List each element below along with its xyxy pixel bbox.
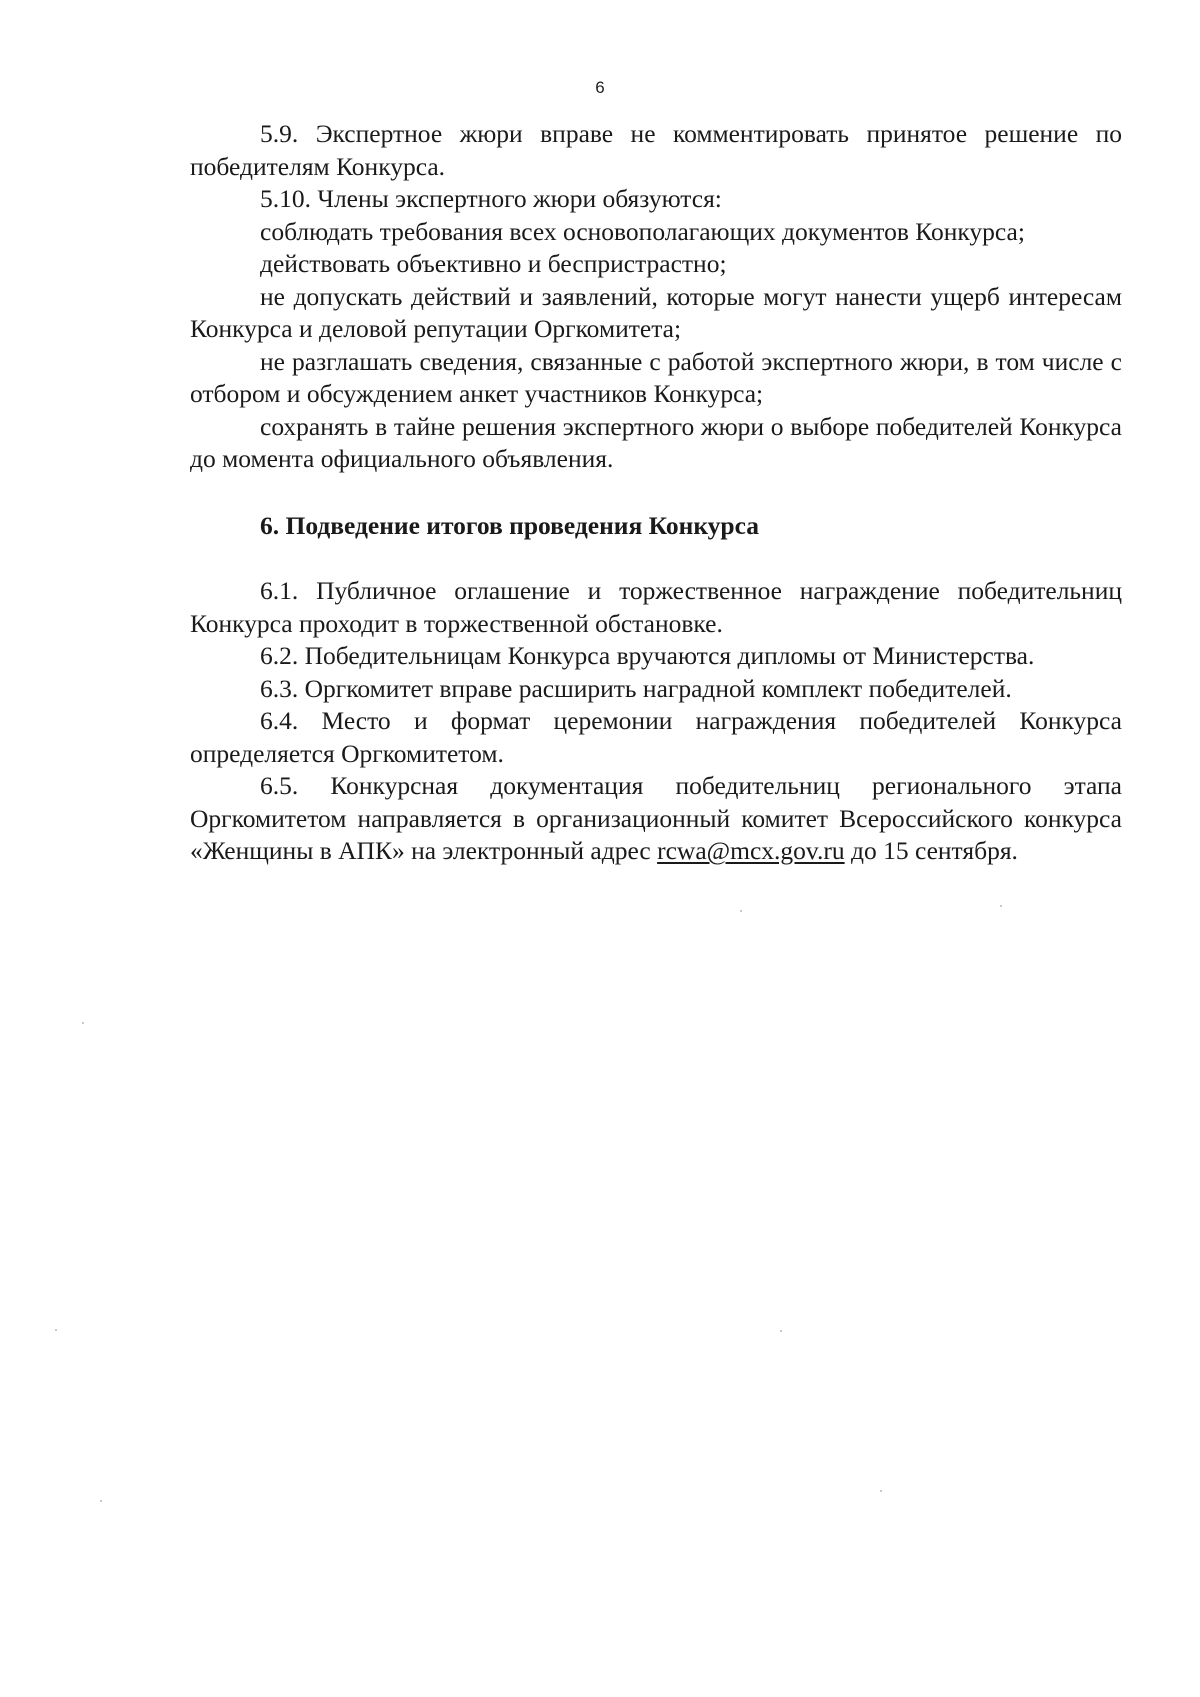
paragraph-6-4: 6.4. Место и формат церемонии награждения победителей Конкурса определяется Оргкомитетом. bbox=[190, 706, 1122, 768]
paragraph-5-10: 5.10. Члены экспертного жюри обязуются: bbox=[260, 184, 722, 213]
page-number: 6 bbox=[595, 78, 605, 97]
obligation-item: соблюдать требования всех основополагающих документов Конкурса; bbox=[260, 216, 1025, 246]
obligation-item: сохранять в тайне решения экспертного жюри о выборе победителей Конкурса до момента официального объявления. bbox=[190, 411, 1122, 473]
paragraph-6-5-tail: до 15 сентября. bbox=[844, 836, 1018, 865]
scan-speck bbox=[780, 1330, 782, 1332]
email-link[interactable]: rcwa@mcx.gov.ru bbox=[657, 836, 845, 865]
scan-speck bbox=[880, 1490, 882, 1492]
paragraph-6-2: 6.2. Победительницам Конкурса вручаются дипломы от Министерства. bbox=[260, 641, 1035, 670]
scan-speck bbox=[1000, 905, 1002, 907]
paragraph-6-3: 6.3. Оргкомитет вправе расширить наградной комплект победителей. bbox=[260, 673, 1012, 703]
obligation-item: действовать объективно и беспристрастно; bbox=[260, 249, 727, 278]
paragraph-6-5-text: 6.5. Конкурсная документация победительниц регионального этапа Оргкомитетом направляется в организационный комитет Всероссийского конкурса «Женщины в АПК» на электронный адрес bbox=[190, 771, 1122, 865]
section-6-heading: 6. Подведение итогов проведения Конкурса bbox=[260, 510, 759, 540]
paragraph-5-9: 5.9. Экспертное жюри вправе не комментировать принятое решение по победителям Конкурса. bbox=[190, 119, 1122, 181]
document-body bbox=[190, 118, 1122, 868]
scan-speck bbox=[82, 1022, 84, 1024]
paragraph-6-5 bbox=[190, 770, 1122, 868]
obligation-item: не допускать действий и заявлений, которые могут нанести ущерб интересам Конкурса и деловой репутации Оргкомитета; bbox=[190, 281, 1122, 343]
scan-speck bbox=[740, 910, 742, 912]
scan-speck bbox=[100, 1500, 102, 1502]
paragraph-6-1: 6.1. Публичное оглашение и торжественное награждение победительниц Конкурса проходит в торжественной обстановке. bbox=[190, 576, 1122, 638]
scan-speck bbox=[55, 1329, 57, 1331]
obligation-item: не разглашать сведения, связанные с работой экспертного жюри, в том числе с отбором и обсуждением анкет участников Конкурса; bbox=[190, 346, 1122, 408]
